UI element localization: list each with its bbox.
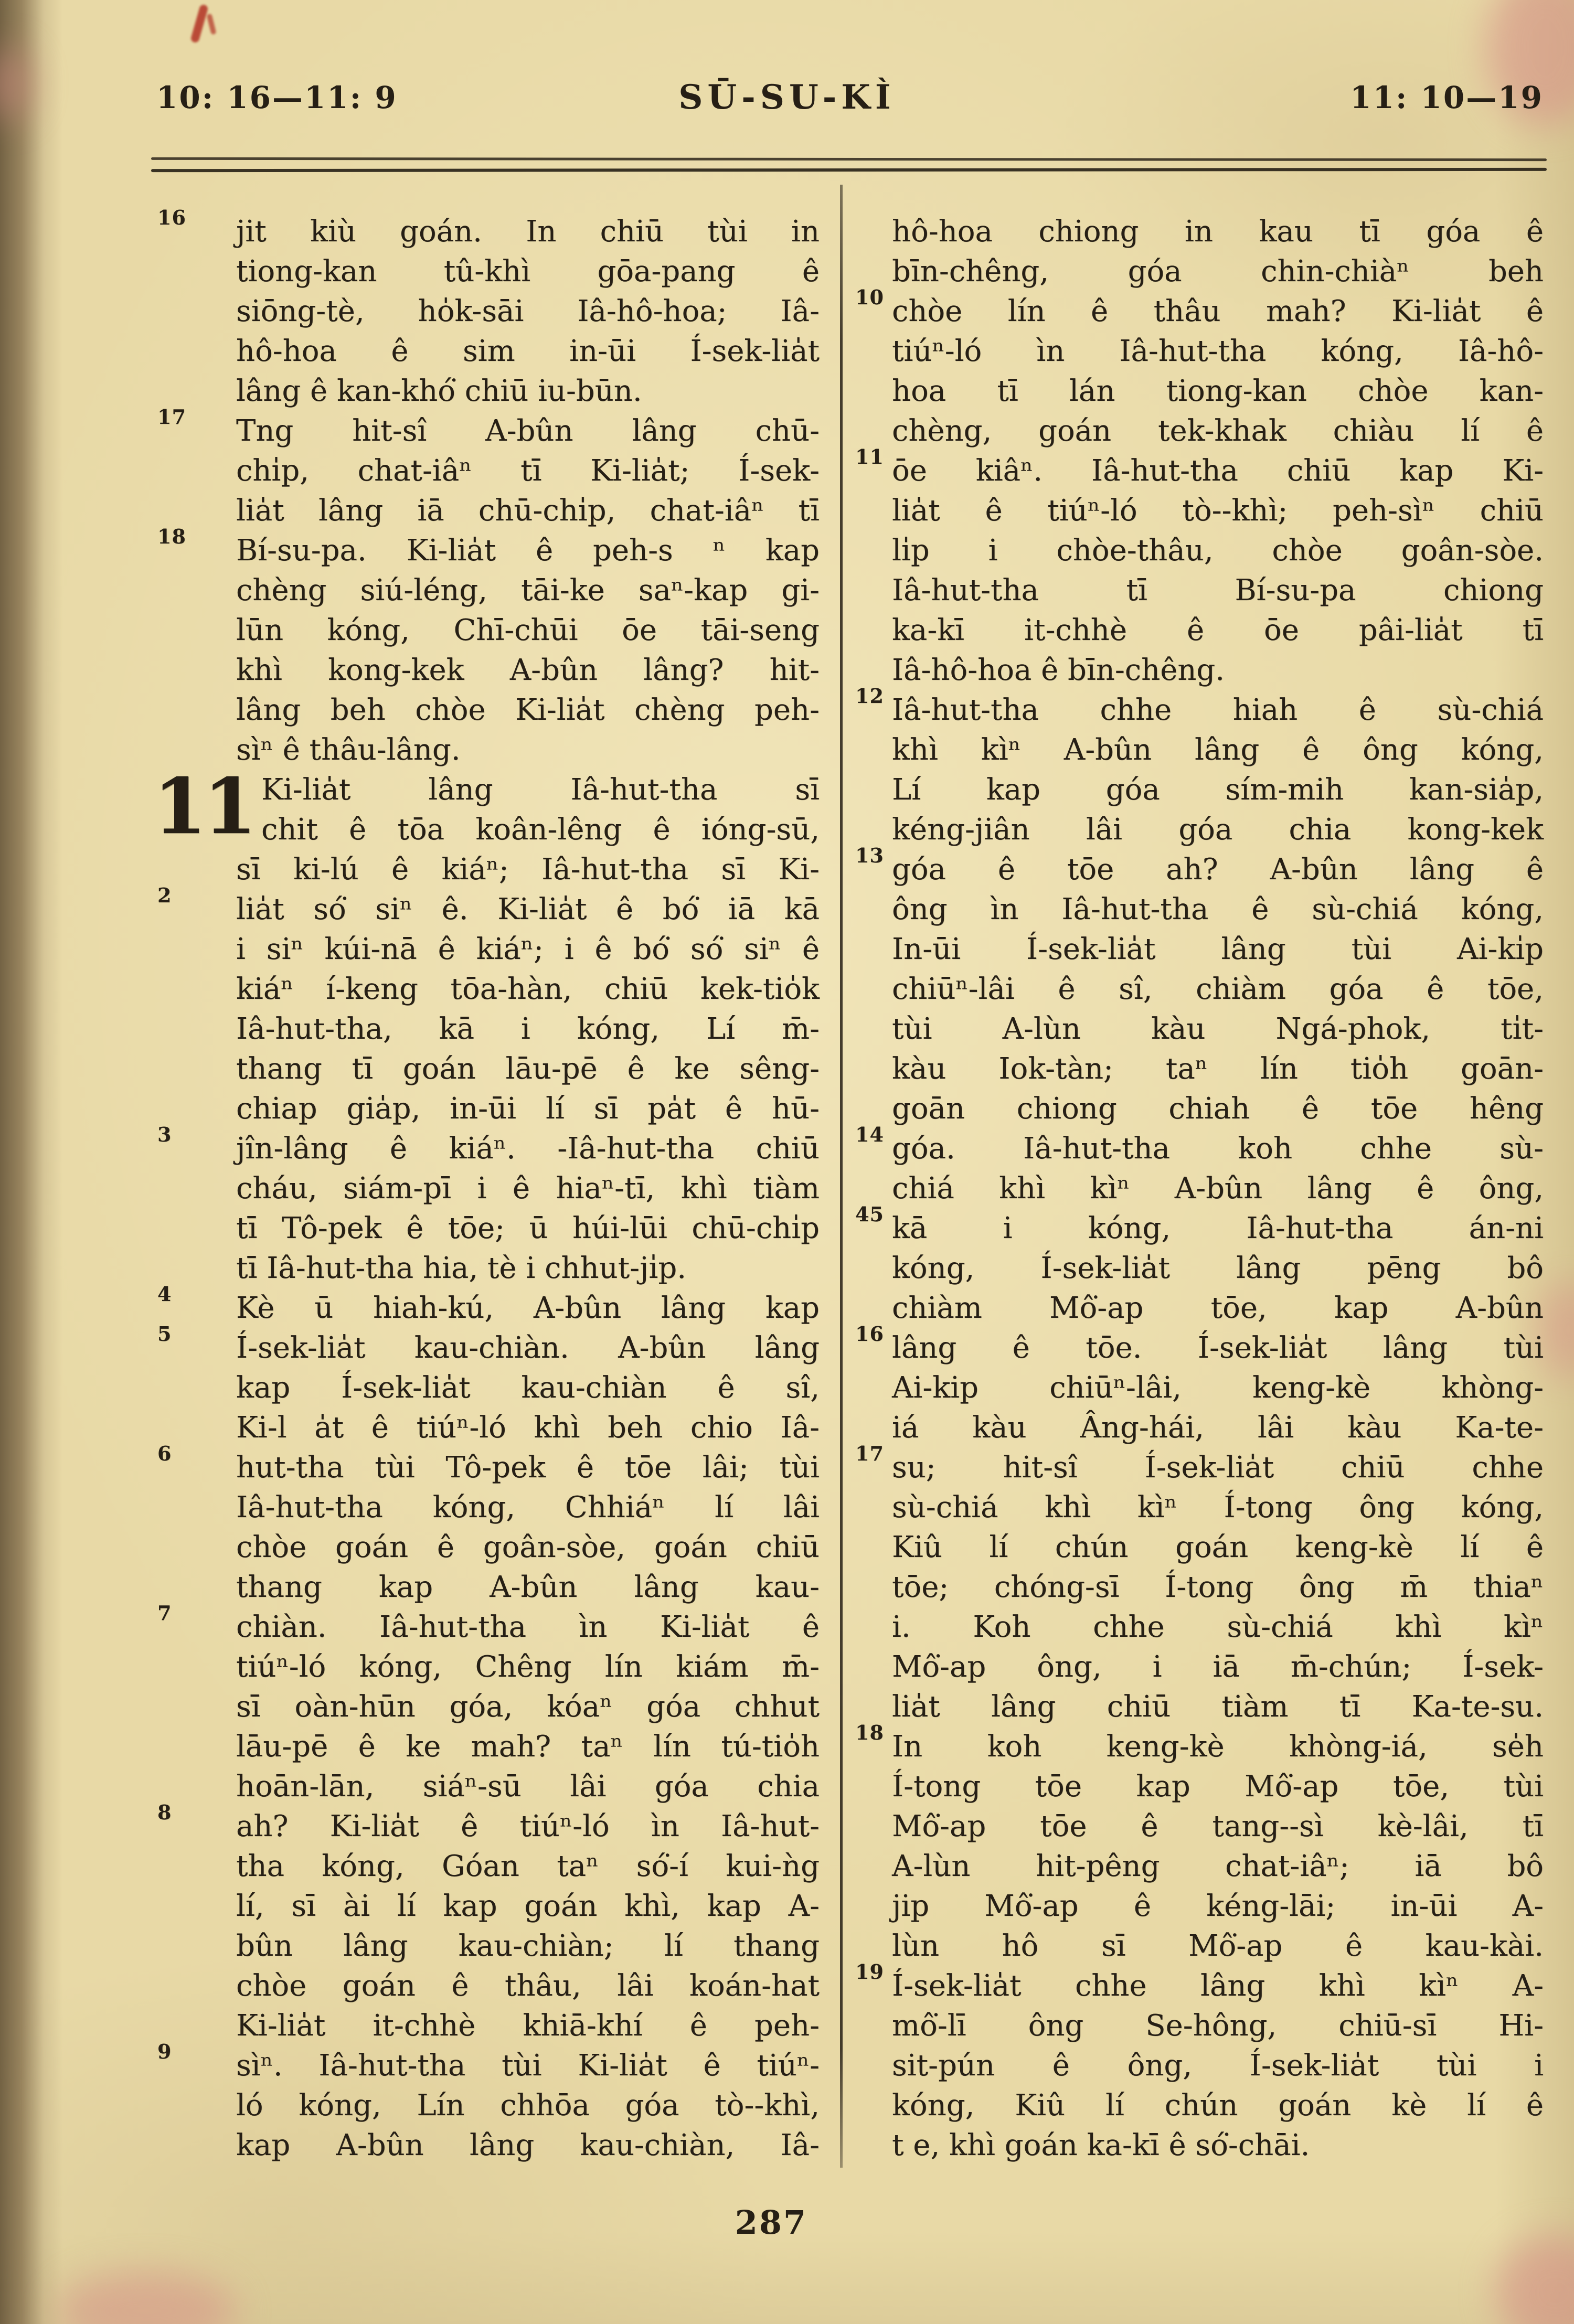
text-line: 11 ōe kiâⁿ. Iâ-hut-tha chiū kap Ki-	[855, 445, 1544, 488]
text-line: 16 lâng ê tōe. Í-sek-lia̍t lâng tùi	[855, 1322, 1544, 1365]
text-line: 10 chòe lín ê thâu mah? Ki-lia̍t ê	[855, 285, 1544, 328]
column-divider	[840, 185, 843, 2168]
text-line: li̍p i chòe-thâu, chòe goân-sòe.	[892, 534, 1544, 568]
text-line: tiúⁿ-ló ìn Iâ-hut-tha kóng, Iâ-hô-	[892, 334, 1544, 368]
verse-number: 6	[157, 1442, 172, 1465]
text-line: t e, khì goán ka-kī ê só͘-chāi.	[892, 2128, 1310, 2162]
text-line: hô-hoa ê sim in-ūi Í-sek-lia̍t	[236, 334, 820, 368]
verse-number: 3	[157, 1123, 172, 1146]
text-line: hô-hoa chiong in kau tī góa ê	[892, 215, 1544, 249]
text-line: bīn-chêng, góa chin-chiàⁿ beh	[892, 254, 1544, 289]
text-line: 9 sìⁿ. Iâ-hut-tha tùi Ki-lia̍t ê tiúⁿ-	[157, 2040, 820, 2083]
verse-number: 5	[157, 1322, 172, 1346]
text-line: chit ê tōa koân-lêng ê ióng-sū,	[261, 813, 820, 847]
text-line: lâng ê kan-khó͘ chiū iu-būn.	[236, 374, 642, 408]
text-line: tī Tô-pek ê tōe; ū húi-lūi chū-chi̍p	[236, 1211, 820, 1245]
text-line: Iâ-hut-tha tī Bí-su-pa chiong	[892, 573, 1544, 607]
text-line: Í-tong tōe kap Mô͘-ap tōe, tùi	[892, 1769, 1544, 1804]
text-line: tùi A-lùn kàu Ngá-phok, ti̍t-	[892, 1012, 1544, 1046]
red-ink-mark	[206, 13, 216, 35]
text-line: thang kap A-bûn lâng kau-	[236, 1570, 820, 1604]
text-line: i. Koh chhe sù-chiá khì kìⁿ	[892, 1610, 1544, 1644]
text-line: 6 hut-tha tùi Tô-pek ê tōe lâi; tùi	[157, 1442, 820, 1485]
text-line: ló kóng, Lín chhōa góa tò--khì,	[236, 2088, 820, 2123]
text-line: iá kàu Âng-hái, lâi kàu Ka-te-	[892, 1411, 1544, 1445]
text-line: kap A-bûn lâng kau-chiàn, Iâ-	[236, 2128, 820, 2162]
text-line: 16 jit kiù goán. In chiū tùi in	[157, 206, 820, 249]
text-line: Mô͘-ap tōe ê tang--sì kè-lâi, tī	[892, 1809, 1544, 1843]
text-line: Iâ-hô-hoa ê bīn-chêng.	[892, 653, 1225, 687]
text-line: tiúⁿ-ló kóng, Chêng lín kiám m̄-	[236, 1650, 820, 1684]
verse-number: 16	[157, 206, 186, 229]
pink-smudge-bottom-left	[58, 2272, 236, 2324]
text-line: Kiû lí chún goán keng-kè lí ê	[892, 1530, 1544, 1564]
text-line: chiá khì kìⁿ A-bûn lâng ê ông,	[892, 1171, 1544, 1206]
verse-number: 17	[855, 1442, 884, 1465]
header-verse-ref-right: 11: 10—19	[1350, 80, 1544, 115]
text-line: sī ki-lú ê kiáⁿ; Iâ-hut-tha sī Ki-	[236, 852, 820, 887]
text-line: chòe goán ê goân-sòe, goán chiū	[236, 1530, 820, 1564]
text-line: Iâ-hut-tha, kā i kóng, Lí m̄-	[236, 1012, 820, 1046]
text-line: hoa tī lán tiong-kan chòe kan-	[892, 374, 1544, 408]
text-line: kóng, Í-sek-lia̍t lâng pēng bô	[892, 1251, 1544, 1285]
text-line: 45 kā i kóng, Iâ-hut-tha án-ni	[855, 1202, 1544, 1245]
left-column	[153, 206, 820, 2166]
text-line: sìⁿ ê thâu-lâng.	[236, 733, 461, 767]
text-line: chiap gia̍p, in-ūi lí sī pa̍t ê hū-	[236, 1092, 820, 1126]
text-line: A-lùn hit-pêng chat-iâⁿ; iā bô	[892, 1849, 1544, 1883]
text-line: 12 Iâ-hut-tha chhe hiah ê sù-chiá	[855, 684, 1544, 727]
text-line: Ki-lia̍t it-chhè khiā-khí ê peh-	[236, 2009, 820, 2043]
text-line: chiūⁿ-lâi ê sî, chiàm góa ê tōe,	[892, 972, 1544, 1006]
header-verse-ref-left: 10: 16—11: 9	[156, 80, 398, 115]
verse-number: 8	[157, 1800, 172, 1824]
text-line: 7 chiàn. Iâ-hut-tha ìn Ki-lia̍t ê	[157, 1601, 820, 1644]
text-line: i siⁿ kúi-nā ê kiáⁿ; i ê bó͘ só͘ siⁿ ê	[236, 932, 820, 966]
text-line: sit-pún ê ông, Í-sek-lia̍t tùi i	[892, 2049, 1544, 2083]
text-line: chiàm Mô͘-ap tōe, kap A-bûn	[892, 1291, 1544, 1325]
verse-number: 19	[855, 1960, 884, 1984]
text-line: kap Í-sek-lia̍t kau-chiàn ê sî,	[236, 1371, 820, 1405]
text-line: cháu, siám-pī i ê hiaⁿ-tī, khì tiàm	[236, 1171, 820, 1206]
text-line: mô͘-lī ông Se-hông, chiū-sī Hi-	[892, 2009, 1544, 2043]
text-line: lūn kóng, Chī-chūi ōe tāi-seng	[236, 613, 820, 647]
red-ink-mark	[190, 4, 209, 44]
text-line: In-ūi Í-sek-lia̍t lâng tùi Ai-ki̍p	[892, 932, 1544, 966]
text-line: hoān-lān, siáⁿ-sū lâi góa chia	[236, 1769, 820, 1804]
text-line: khì kong-kek A-bûn lâng? hit-	[236, 653, 820, 687]
text-line: 19 Í-sek-lia̍t chhe lâng khì kìⁿ A-	[855, 1960, 1544, 2003]
text-line: kéng-jiân lâi góa chia kong-kek	[892, 813, 1544, 847]
text-line: Mô͘-ap ông, i iā m̄-chún; Í-sek-	[892, 1650, 1544, 1684]
chapter-number: 11	[153, 762, 254, 851]
text-line: Ki-l a̍t ê tiúⁿ-ló khì beh chio Iâ-	[236, 1411, 820, 1445]
text-line: lia̍t lâng chiū tiàm tī Ka-te-su.	[892, 1690, 1544, 1724]
text-line: kiáⁿ í-keng tōa-hàn, chiū kek-tio̍k	[236, 972, 820, 1006]
header-rule-bottom	[151, 168, 1547, 172]
text-line: chi̍p, chat-iâⁿ tī Ki-lia̍t; Í-sek-	[236, 454, 820, 488]
text-line: lâng beh chòe Ki-lia̍t chèng peh-	[236, 693, 820, 727]
text-line: thang tī goán lāu-pē ê ke sêng-	[236, 1052, 820, 1086]
verse-number: 11	[855, 445, 884, 468]
binding-shadow	[0, 0, 63, 2324]
text-line: chòe goán ê thâu, lâi koán-hat	[236, 1969, 820, 2003]
verse-number: 13	[855, 844, 884, 867]
verse-number: 9	[157, 2040, 172, 2063]
text-line: lí, sī ài lí kap goán khì, kap A-	[236, 1889, 820, 1923]
text-line: bûn lâng kau-chiàn; lí thang	[236, 1929, 820, 1963]
verse-number: 18	[157, 525, 186, 548]
text-line: 18 Bí-su-pa. Ki-lia̍t ê peh-s ⁿ kap	[157, 525, 820, 568]
verse-number: 17	[157, 405, 186, 429]
text-line: 18 In koh keng-kè khòng-iá, se̍h	[855, 1721, 1544, 1764]
text-line: lāu-pē ê ke mah? taⁿ lín tú-tio̍h	[236, 1730, 820, 1764]
text-line: lia̍t lâng iā chū-chi̍p, chat-iâⁿ tī	[236, 494, 820, 528]
text-line: khì kìⁿ A-bûn lâng ê ông kóng,	[892, 733, 1544, 767]
text-line: tiong-kan tû-khì gōa-pang ê	[236, 254, 820, 289]
text-line: lia̍t ê tiúⁿ-ló tò--khì; peh-sìⁿ chiū	[892, 494, 1544, 528]
page-number: 287	[735, 2203, 808, 2242]
text-line: Ki-lia̍t lâng Iâ-hut-tha sī	[261, 773, 820, 807]
verse-number: 14	[855, 1123, 884, 1146]
text-line: jip Mô͘-ap ê kéng-lāi; in-ūi A-	[892, 1889, 1544, 1923]
text-line: tōe; chóng-sī Í-tong ông m̄ thiaⁿ	[892, 1570, 1544, 1604]
text-line: ông ìn Iâ-hut-tha ê sù-chiá kóng,	[892, 892, 1544, 926]
header-rule-top	[151, 157, 1547, 161]
text-line: Ai-kip chiūⁿ-lâi, keng-kè khòng-	[892, 1371, 1544, 1405]
text-line: 13 góa ê tōe ah? A-bûn lâng ê	[855, 844, 1544, 887]
text-line: sù-chiá khì kìⁿ Í-tong ông kóng,	[892, 1490, 1544, 1525]
text-line: chèng siú-léng, tāi-ke saⁿ-kap gi-	[236, 573, 820, 607]
text-line: chèng, goán tek-khak chiàu lí ê	[892, 414, 1544, 448]
text-line: kóng, Kiû lí chún goán kè lí ê	[892, 2088, 1544, 2123]
verse-number: 4	[157, 1282, 172, 1306]
pink-smudge-bottom-right	[1495, 2235, 1574, 2324]
verse-number: 16	[855, 1322, 884, 1346]
text-line: sī oàn-hūn góa, kóaⁿ góa chhut	[236, 1690, 820, 1724]
text-line: goān chiong chiah ê tōe hêng	[892, 1092, 1544, 1126]
verse-number: 10	[855, 285, 884, 309]
verse-number: 12	[855, 684, 884, 708]
verse-number: 45	[855, 1202, 884, 1226]
text-line: 5 Í-sek-lia̍t kau-chiàn. A-bûn lâng	[157, 1322, 820, 1365]
right-column	[855, 212, 1544, 2166]
verse-number: 18	[855, 1721, 884, 1744]
verse-number: 7	[157, 1601, 172, 1625]
text-line: Iâ-hut-tha kóng, Chhiáⁿ lí lâi	[236, 1490, 820, 1525]
text-line: siōng-tè, ho̍k-sāi Iâ-hô-hoa; Iâ-	[236, 294, 820, 328]
text-line: tha kóng, Góan taⁿ só͘-í kui-ǹg	[236, 1849, 820, 1883]
text-line: 4 Kè ū hiah-kú, A-bûn lâng kap	[157, 1282, 820, 1325]
text-line: ka-kī it-chhè ê ōe pâi-lia̍t tī	[892, 613, 1544, 647]
text-line: kàu Iok-tàn; taⁿ lín tio̍h goān-	[892, 1052, 1544, 1086]
text-line: 17 Tng hit-sî A-bûn lâng chū-	[157, 405, 820, 448]
text-line: 8 ah? Ki-lia̍t ê tiúⁿ-ló ìn Iâ-hut-	[157, 1800, 820, 1843]
text-line: 2 lia̍t só͘ siⁿ ê. Ki-lia̍t ê bó͘ iā kā	[157, 883, 820, 926]
text-line: 17 su; hit-sî Í-sek-lia̍t chiū chhe	[855, 1442, 1544, 1485]
text-line: Lí kap góa sím-mih kan-sia̍p,	[892, 773, 1544, 807]
page-title: SŪ-SU-KÌ	[678, 78, 896, 117]
text-line: 14 góa. Iâ-hut-tha koh chhe sù-	[855, 1123, 1544, 1166]
text-line: 3 jîn-lâng ê kiáⁿ. -Iâ-hut-tha chiū	[157, 1123, 820, 1166]
text-line: lùn hô sī Mô͘-ap ê kau-kài.	[892, 1929, 1544, 1963]
verse-number: 2	[157, 883, 172, 907]
text-line: tī Iâ-hut-tha hia, tè i chhut-ji̍p.	[236, 1251, 686, 1285]
